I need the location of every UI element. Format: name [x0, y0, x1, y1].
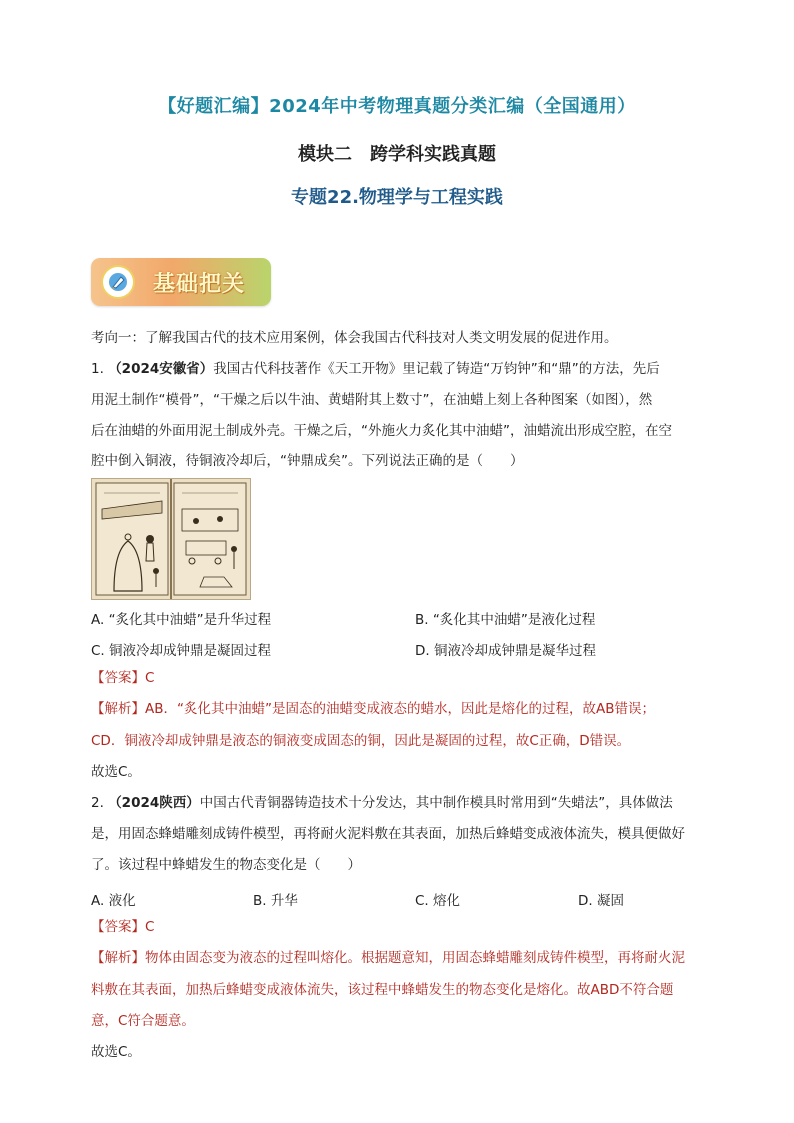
q1-option-d: D. 铜液冷却成钟鼎是凝华过程	[415, 643, 596, 659]
casting-illustration	[91, 478, 251, 600]
q2-option-c: C. 熔化	[415, 893, 461, 909]
q2-option-b: B. 升华	[253, 893, 298, 909]
q2-option-a: A. 液化	[91, 893, 136, 909]
q2-analysis-text-1: 物体由固态变为液态的过程叫熔化。根据题意知，用固态蜂蜡雕刻成铸件模型，再将耐火泥	[145, 950, 685, 966]
q2-analysis-tag: 【解析】	[91, 950, 145, 966]
q1-answer-tag: 【答案】	[91, 670, 145, 686]
banner-label: 基础把关	[153, 272, 246, 297]
section-heading: 考向一：了解我国古代的技术应用案例，体会我国古代科技对人类文明发展的促进作用。	[91, 330, 618, 346]
q2-analysis-text-2: 料敷在其表面，加热后蜂蜡变成液体流失，该过程中蜂蜡发生的物态变化是熔化。故ABD不符合题	[91, 982, 674, 998]
q1-analysis-tag: 【解析】	[91, 701, 145, 717]
document-title: 【好题汇编】2024年中考物理真题分类汇编（全国通用）	[158, 96, 636, 117]
q1-text-1: 我国古代科技著作《天工开物》里记载了铸造“万钧钟”和“鼎”的方法，先后	[213, 361, 660, 377]
q2-answer	[91, 912, 711, 943]
q2-answer-tag: 【答案】	[91, 919, 145, 935]
pen-icon	[101, 265, 135, 299]
q1-text-4: 腔中倒入铜液，待铜液冷却后，“钟鼎成矣”。下列说法正确的是（ ）	[91, 453, 524, 469]
q1-option-a: A. “炙化其中油蜡”是升华过程	[91, 612, 272, 628]
q1-line1	[91, 354, 711, 385]
q1-analysis-text-2: CD．铜液冷却成钟鼎是液态的铜液变成固态的铜，因此是凝固的过程，故C正确，D错误。	[91, 733, 631, 749]
q1-option-b: B. “炙化其中油蜡”是液化过程	[415, 612, 596, 628]
topic-title: 专题22.物理学与工程实践	[291, 187, 503, 208]
q2-conclusion: 故选C。	[91, 1044, 141, 1060]
q1-analysis-text-1: AB．“炙化其中油蜡”是固态的油蜡变成液态的蜡水，因此是熔化的过程，故AB错误；	[145, 701, 655, 717]
q1-option-c: C. 铜液冷却成钟鼎是凝固过程	[91, 643, 272, 659]
q2-analysis-text-3: 意，C符合题意。	[91, 1013, 195, 1029]
q1-answer	[91, 663, 711, 694]
section-banner	[91, 258, 271, 306]
q1-text-3: 后在油蜡的外面用泥土制成外壳。干燥之后，“外施火力炙化其中油蜡”，油蜡流出形成空腔，在空	[91, 423, 672, 439]
q1-conclusion: 故选C。	[91, 764, 141, 780]
q2-source: （2024陕西）	[108, 795, 200, 811]
q2-option-d: D. 凝固	[578, 893, 624, 909]
q1-analysis-1	[91, 694, 711, 725]
q2-answer-value: C	[145, 919, 155, 935]
q1-source: （2024安徽省）	[108, 361, 214, 377]
q2-text-3: 了。该过程中蜂蜡发生的物态变化是（ ）	[91, 857, 361, 873]
q1-text-2: 用泥土制作“模骨”，“干燥之后以牛油、黄蜡附其上数寸”，在油蜡上刻上各种图案（如图），然	[91, 392, 653, 408]
q1-answer-value: C	[145, 670, 155, 686]
module-title: 模块二 跨学科实践真题	[298, 144, 496, 165]
q2-text-2: 是，用固态蜂蜡雕刻成铸件模型，再将耐火泥料敷在其表面，加热后蜂蜡变成液体流失，模具便做好	[91, 826, 685, 842]
q1-number: 1.	[91, 361, 104, 377]
q2-text-1: 中国古代青铜器铸造技术十分发达，其中制作模具时常用到“失蜡法”，具体做法	[199, 795, 673, 811]
q2-analysis-1	[91, 943, 711, 974]
q2-number: 2.	[91, 795, 104, 811]
q2-line1	[91, 788, 711, 819]
